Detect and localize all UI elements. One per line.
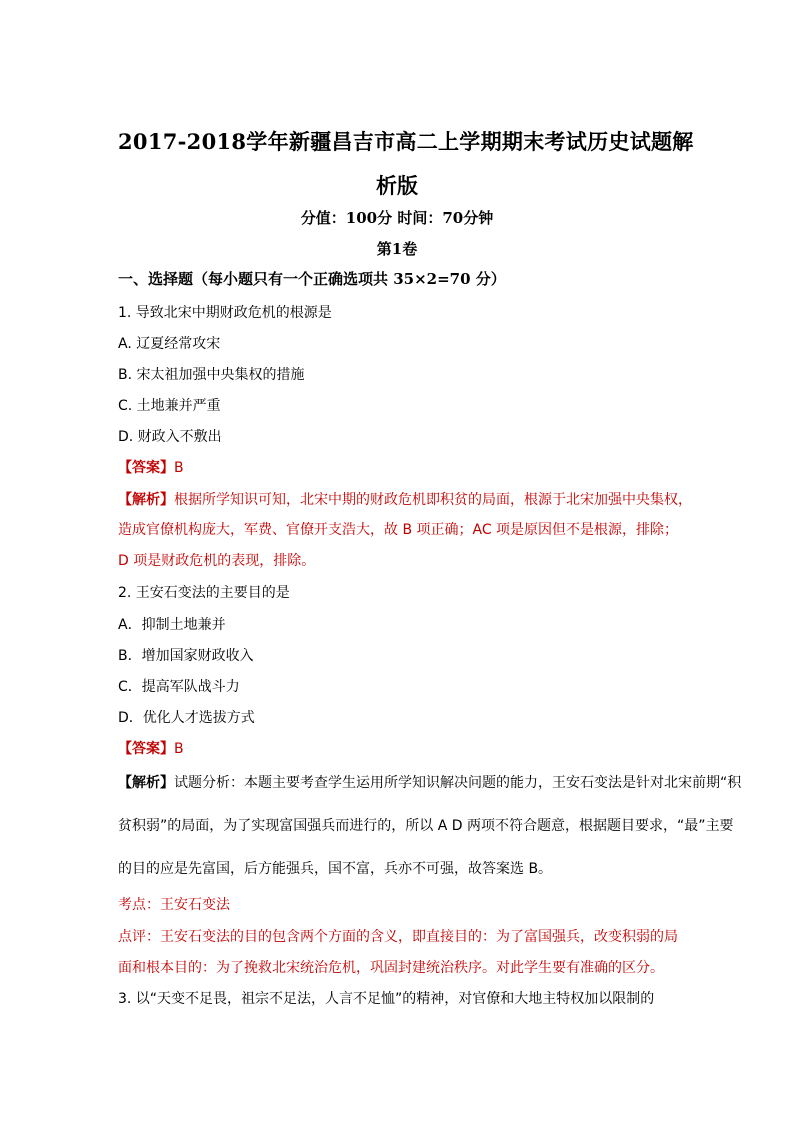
q2-dianping-line2: 面和根本目的：为了挽救北宋统治危机，巩固封建统治秩序。对此学生要有准确的区分。 <box>118 960 664 976</box>
q2-answer-value: B <box>174 741 184 757</box>
q1-option-a: A. 辽夏经常攻宋 <box>118 336 221 352</box>
q2-option-b: B．增加国家财政收入 <box>118 648 254 664</box>
q2-dianping-line1: 点评：王安石变法的目的包含两个方面的含义，即直接目的：为了富国强兵，改变积弱的局 <box>118 929 678 945</box>
q1-stem: 1. 导致北宋中期财政危机的根源是 <box>118 305 332 321</box>
q1-analysis-line1 <box>118 489 692 509</box>
q2-stem: 2. 王安石变法的主要目的是 <box>118 585 290 601</box>
exam-meta: 分值：100分 时间：70分钟 <box>300 209 494 227</box>
q1-option-b: B. 宋太祖加强中央集权的措施 <box>118 367 305 383</box>
q2-analysis-tag: 【解析】 <box>118 775 174 791</box>
q1-answer <box>118 457 184 477</box>
q3-stem: 3. 以“天变不足畏，祖宗不足法，人言不足恤”的精神，对官僚和大地主特权加以限制的 <box>118 991 655 1007</box>
q2-answer <box>118 738 184 758</box>
q2-analysis-line1 <box>118 772 741 792</box>
q1-analysis-tag: 【解析】 <box>118 492 174 508</box>
q2-option-a: A．抑制土地兼并 <box>118 617 226 633</box>
q2-analysis-line3: 的目的应是先富国，后方能强兵，国不富，兵亦不可强，故答案选 B。 <box>118 861 553 877</box>
q2-analysis-line2: 贫积弱”的局面，为了实现富国强兵而进行的，所以 A D 两项不符合题意，根据题目要求，“最”主要 <box>118 818 734 834</box>
q2-answer-tag: 【答案】 <box>118 741 174 757</box>
q1-answer-tag: 【答案】 <box>118 460 174 476</box>
q1-analysis-line3: D 项是财政危机的表现，排除。 <box>118 553 316 569</box>
q2-kaodian: 考点：王安石变法 <box>118 897 230 913</box>
document-title-line1: 2017-2018学年新疆昌吉市高二上学期期末考试历史试题解 <box>118 129 694 154</box>
document-title-line2: 析版 <box>376 173 418 198</box>
q2-option-c: C．提高军队战斗力 <box>118 679 240 695</box>
q1-option-c: C. 土地兼并严重 <box>118 398 221 414</box>
q1-option-d: D. 财政入不敷出 <box>118 429 222 445</box>
q1-answer-value: B <box>174 460 184 476</box>
q2-option-d: D．优化人才选拔方式 <box>118 710 255 726</box>
q2-analysis-text1: 试题分析：本题主要考查学生运用所学知识解决问题的能力，王安石变法是针对北宋前期“积 <box>174 775 742 791</box>
volume-label: 第1卷 <box>376 240 418 258</box>
q1-analysis-line2: 造成官僚机构庞大，军费、官僚开支浩大，故 B 项正确；AC 项是原因但不是根源，排除； <box>118 522 679 538</box>
section-heading: 一、选择题（每小题只有一个正确选项共 35×2=70 分） <box>118 270 506 288</box>
q1-analysis-text1: 根据所学知识可知，北宋中期的财政危机即积贫的局面，根源于北宋加强中央集权， <box>174 492 692 508</box>
